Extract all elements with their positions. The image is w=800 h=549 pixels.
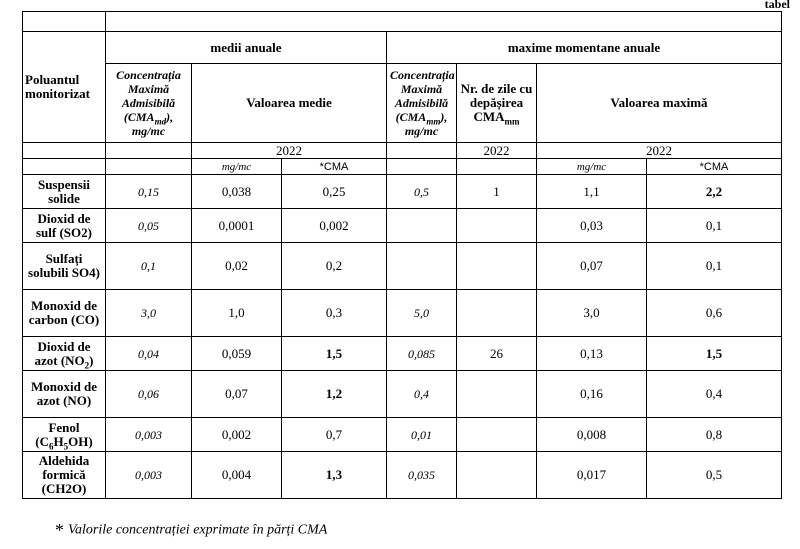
- annual-value-header: Valoarea medie: [192, 64, 387, 143]
- table-row: [23, 418, 782, 452]
- max-cma-value: 1,5: [647, 337, 782, 371]
- blank-cell: [23, 159, 106, 175]
- max-value-header: Valoarea maximă: [537, 64, 782, 143]
- max-cma-value: 0,5: [647, 452, 782, 499]
- cma-max-header: Concentrația Maximă Admisibilă $(CMA_{mm})$, mg/mc: [387, 64, 457, 143]
- cma-md-value: 0,1: [106, 243, 192, 290]
- avg-cma-value: 1,3: [282, 452, 387, 499]
- year-max: 2022: [537, 143, 782, 159]
- max-mg-value: 3,0: [537, 290, 647, 337]
- cma-mm-value: 0,035: [387, 452, 457, 499]
- blank-cell: [457, 159, 537, 175]
- max-mg-value: 0,03: [537, 209, 647, 243]
- days-value: [457, 371, 537, 418]
- blank-header-cell: [106, 12, 782, 32]
- year-days: 2022: [457, 143, 537, 159]
- avg-mg-value: 0,0001: [192, 209, 282, 243]
- max-mg-value: 0,16: [537, 371, 647, 418]
- blank-cell: [23, 12, 106, 32]
- days-value: [457, 243, 537, 290]
- days-value: 1: [457, 175, 537, 209]
- cma-mm-value: [387, 209, 457, 243]
- cma-annual-header: Concentrația Maximă Admisibilă $(CMA_{md})$, mg/mc: [106, 64, 192, 143]
- table-row: [23, 290, 782, 337]
- footnote-asterisk: *: [55, 520, 64, 540]
- footnote-text: Valorile concentrației exprimate în părți CMA: [68, 522, 328, 538]
- avg-cma-value: 1,2: [282, 371, 387, 418]
- cma-mm-value: [387, 243, 457, 290]
- unit-avg-cma: *CMA: [282, 159, 387, 175]
- blank-cell: [106, 159, 192, 175]
- pollution-table: [22, 11, 782, 499]
- cma-mm-value: 0,085: [387, 337, 457, 371]
- cma-mm-value: 0,5: [387, 175, 457, 209]
- avg-mg-value: 0,02: [192, 243, 282, 290]
- pollutant-name: Aldehida formică (CH2O): [23, 452, 106, 499]
- days-value: [457, 418, 537, 452]
- days-value: [457, 209, 537, 243]
- blank-cell: [387, 143, 457, 159]
- pollutant-name: Sulfați solubili SO4): [23, 243, 106, 290]
- max-cma-value: 0,6: [647, 290, 782, 337]
- max-mg-value: 0,017: [537, 452, 647, 499]
- pollutant-name: Fenol $(C_6H_5OH)$: [23, 418, 106, 452]
- cma-md-value: 3,0: [106, 290, 192, 337]
- footnote: [55, 520, 327, 541]
- table-tag: tabel: [764, 0, 790, 11]
- max-cma-value: 0,1: [647, 209, 782, 243]
- table-row: [23, 175, 782, 209]
- days-value: [457, 452, 537, 499]
- pollutant-name: Dioxid de sulf (SO2): [23, 209, 106, 243]
- days-value: [457, 290, 537, 337]
- days-exceeded-header: Nr. de zile cu depășirea $CMA_{mm}$: [457, 64, 537, 143]
- avg-mg-value: 0,07: [192, 371, 282, 418]
- cma-mm-value: 0,4: [387, 371, 457, 418]
- avg-cma-value: 0,25: [282, 175, 387, 209]
- blank-cell: [387, 159, 457, 175]
- table-row: [23, 452, 782, 499]
- pollutant-name: Monoxid de azot (NO): [23, 371, 106, 418]
- table-row: [23, 337, 782, 371]
- max-mg-value: 0,07: [537, 243, 647, 290]
- cma-md-value: 0,06: [106, 371, 192, 418]
- avg-cma-value: 0,2: [282, 243, 387, 290]
- unit-max-mg: mg/mc: [537, 159, 647, 175]
- avg-cma-value: 0,7: [282, 418, 387, 452]
- max-mg-value: 0,008: [537, 418, 647, 452]
- cma-mm-value: 0,01: [387, 418, 457, 452]
- max-mg-value: 1,1: [537, 175, 647, 209]
- pollutant-name: Monoxid de carbon (CO): [23, 290, 106, 337]
- cma-md-value: 0,003: [106, 452, 192, 499]
- avg-mg-value: 1,0: [192, 290, 282, 337]
- table-row: [23, 209, 782, 243]
- table-row: [23, 243, 782, 290]
- max-cma-value: 0,8: [647, 418, 782, 452]
- pollutant-name: Dioxid de azot $(NO_2)$: [23, 337, 106, 371]
- pollutant-name: Suspensii solide: [23, 175, 106, 209]
- avg-mg-value: 0,002: [192, 418, 282, 452]
- unit-max-cma: *CMA: [647, 159, 782, 175]
- days-value: 26: [457, 337, 537, 371]
- blank-cell: [23, 143, 106, 159]
- blank-cell: [106, 143, 192, 159]
- max-group-header: maxime momentane anuale: [387, 32, 782, 64]
- cma-md-value: 0,003: [106, 418, 192, 452]
- max-cma-value: 0,1: [647, 243, 782, 290]
- unit-avg-mg: mg/mc: [192, 159, 282, 175]
- max-cma-value: 2,2: [647, 175, 782, 209]
- cma-md-value: 0,15: [106, 175, 192, 209]
- cma-md-value: 0,04: [106, 337, 192, 371]
- cma-md-value: 0,05: [106, 209, 192, 243]
- avg-mg-value: 0,038: [192, 175, 282, 209]
- annual-group-header: medii anuale: [106, 32, 387, 64]
- avg-cma-value: 0,002: [282, 209, 387, 243]
- max-mg-value: 0,13: [537, 337, 647, 371]
- avg-cma-value: 1,5: [282, 337, 387, 371]
- avg-mg-value: 0,004: [192, 452, 282, 499]
- cma-mm-value: 5,0: [387, 290, 457, 337]
- max-cma-value: 0,4: [647, 371, 782, 418]
- avg-mg-value: 0,059: [192, 337, 282, 371]
- avg-cma-value: 0,3: [282, 290, 387, 337]
- pollutant-header: Poluantul monitorizat: [23, 32, 106, 143]
- table-row: [23, 371, 782, 418]
- year-annual: 2022: [192, 143, 387, 159]
